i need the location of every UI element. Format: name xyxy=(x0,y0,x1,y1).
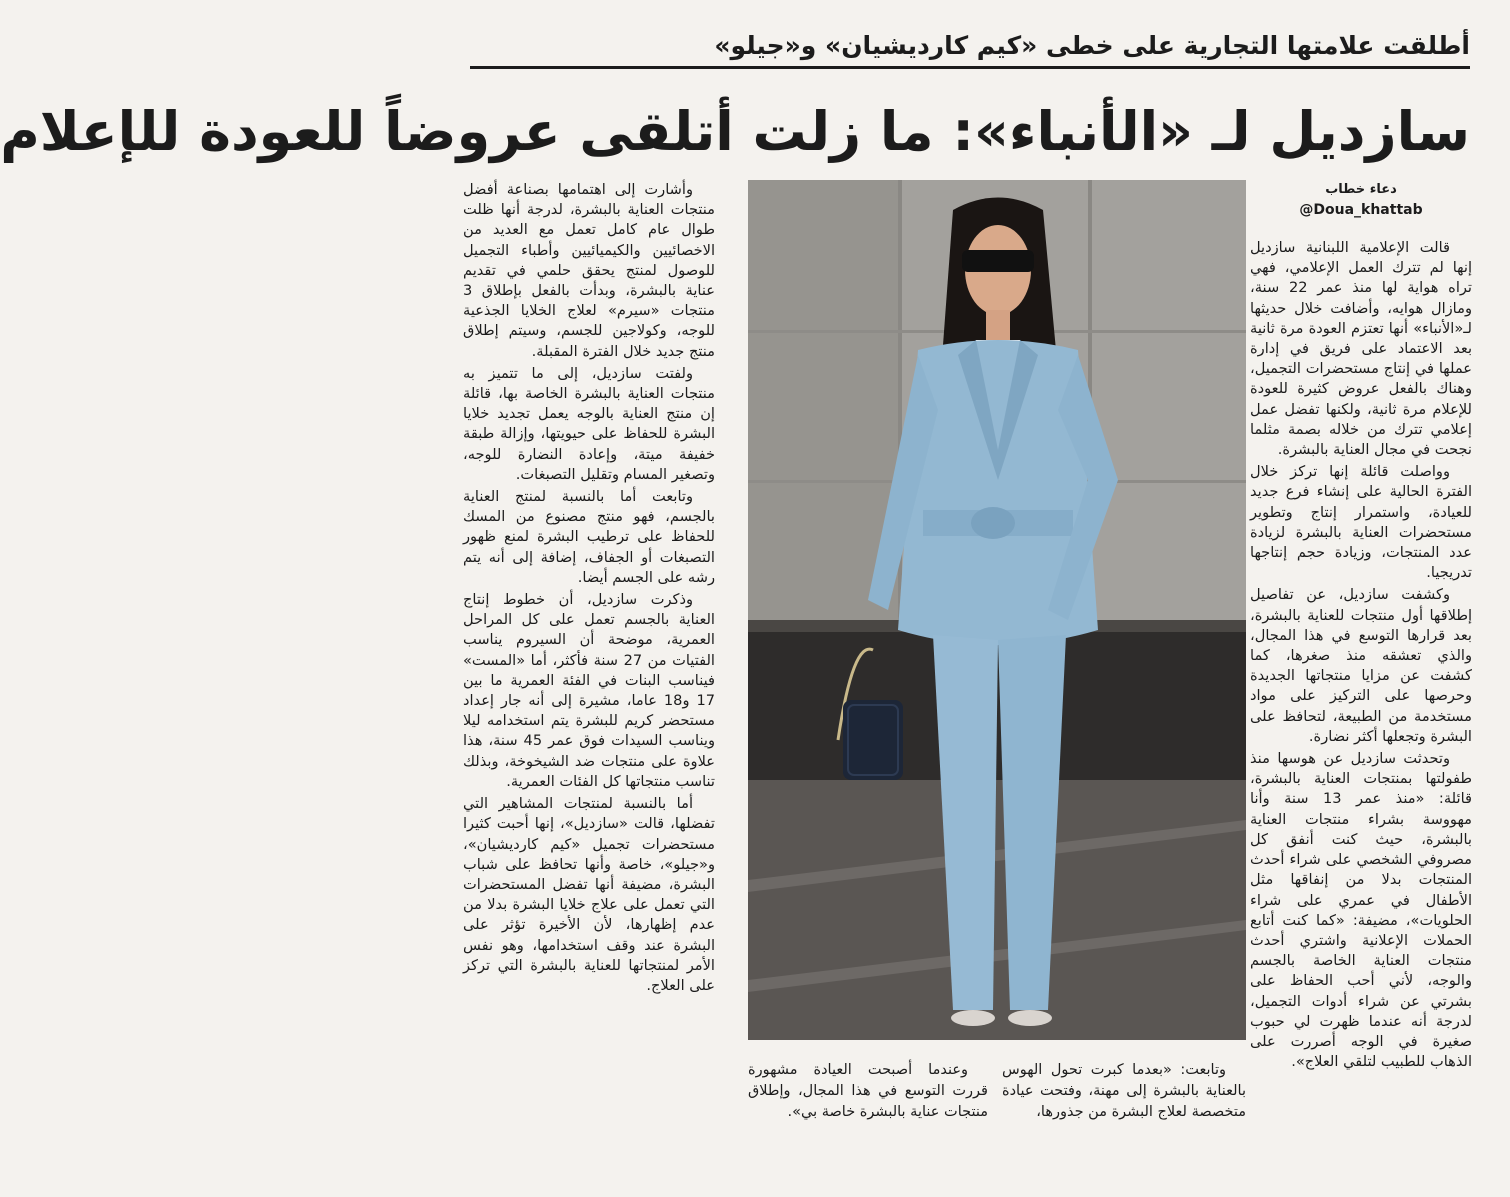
paragraph: وأشارت إلى اهتمامها بصناعة أفضل منتجات العناية بالبشرة، لدرجة أنها ظلت طوال عام كامل تعمل مع العديد من الاخصائيين والكيميائيين وأطباء التجميل للوصول لمنتج يحقق حلمي في تقديم عناية بالبشرة، وبدأت بالفعل بإطلاق 3 منتجات «سيرم» لعلاج الخلايا الجذعية للوجه، وكولاجين للجسم، وسيتم إطلاق منتج جديد خلال الفترة المقبلة. xyxy=(463,181,715,360)
photo-caption-left xyxy=(748,1060,988,1140)
paragraph: قالت الإعلامية اللبنانية سازديل إنها لم تترك العمل الإعلامي، فهي تراه هواية لها منذ عمر 22 سنة، ومازال هوايه، وأضافت خلال حديثها لـ«الأنباء» أنها تعتزم العودة مرة ثانية بعد الاعتماد على فريق في إدارة عملها في إنتاج مستحضرات التجميل، وهناك بالفعل عروض كثيرة للعودة للإعلام مرة ثانية، ولكنها تفضل عمل إعلامي تترك من خلاله بصمة مثلما نجحت في مجال العناية بالبشرة. xyxy=(1250,239,1472,459)
article-column-left xyxy=(463,180,715,1140)
caption-text: وعندما أصبحت العيادة مشهورة قررت التوسع في هذا المجال، وإطلاق منتجات عناية بالبشرة خاصة بي». xyxy=(748,1062,988,1120)
caption-text: وتابعت: «بعدما كبرت تحول الهوس بالعناية بالبشرة إلى مهنة، وفتحت عيادة متخصصة لعلاج البشرة من جذورها، xyxy=(1002,1062,1246,1120)
byline xyxy=(1250,180,1472,232)
paragraph: وتحدثت سازديل عن هوسها منذ طفولتها بمنتجات العناية بالبشرة، قائلة: «منذ عمر 13 سنة وأنا مهووسة بشراء منتجات العناية بالبشرة، حيث كنت أنفق كل مصروفي الشخصي على شراء أحدث المنتجات بدلا من إنفاقها مثل الأطفال في عمري على شراء الحلويات»، مضيفة: «كما كنت أتابع الحملات الإعلانية واشتري أحدث منتجات العناية الخاصة بالجسم والوجه، لأني أحب الحفاظ على بشرتي عن شراء أدوات التجميل، لدرجة أنه عندما ظهرت لي حبوب صغيرة في الوجه أصررت على الذهاب للطبيب لتلقي العلاج». xyxy=(1250,750,1472,1071)
main-headline: سازديل لـ «الأنباء»: ما زلت أتلقى عروضاً للعودة للإعلام xyxy=(0,100,1470,163)
author-handle[interactable]: @Doua_khattab xyxy=(1299,202,1423,218)
author-name: دعاء خطاب xyxy=(1325,182,1397,197)
woman-in-blue-suit-photo xyxy=(748,180,1246,1040)
kicker-headline: أطلقت علامتها التجارية على خطى «كيم كارديشيان» و«جيلو» xyxy=(470,26,1470,69)
paragraph: وذكرت سازديل، أن خطوط إنتاج العناية بالجسم تعمل على كل المراحل العمرية، موضحة أن السيروم يناسب الفتيات من 27 سنة فأكثر، أما «المست» فيناسب البنات في الفئة العمرية ما بين 17 و18 عاما، مشيرة إلى أنه جار إعداد مستحضر كريم للبشرة يتم استخدامه ليلا ويناسب السيدات فوق عمر 45 سنة، هذا علاوة على منتجات ضد الشيخوخة، وبذلك تناسب منتجاتها كل الفئات العمرية. xyxy=(463,591,716,790)
paragraph: وواصلت قائلة إنها تركز خلال الفترة الحالية على إنشاء فرع جديد للعيادة، واستمرار إنتاج وتطوير مستحضرات العناية بالبشرة لزيادة عدد المنتجات، وزيادة حجم إنتاجها تدريجيا. xyxy=(1250,463,1472,582)
paragraph: وتابعت أما بالنسبة لمنتج العناية بالجسم، فهو منتج مصنوع من المسك للحفاظ على ترطيب البشرة لمنع ظهور التصبغات أو الجفاف، إضافة إلى أنه يتم رشه على الجسم أيضا. xyxy=(463,488,715,586)
paragraph: ولفتت سازديل، إلى ما تتميز به منتجات العناية بالبشرة الخاصة بها، قائلة إن منتج العناية بالوجه يعمل تجديد خلايا البشرة للحفاظ على حيويتها، وإزالة طبقة خفيفة ميتة، وإعادة النضارة للوجه، وتصغير المسام وتقليل التصبغات. xyxy=(463,364,715,483)
paragraph: وكشفت سازديل، عن تفاصيل إطلاقها أول منتجات للعناية بالبشرة، بعد قرارها التوسع في هذا المجال، والذي تعشقه منذ صغرها، كما كشفت عن مزايا منتجاتها الجديدة وحرصها على التركيز على مواد مستخدمة من الطبيعة، لتحافظ على البشرة وتجعلها أكثر نضارة. xyxy=(1250,586,1472,745)
paragraph: أما بالنسبة لمنتجات المشاهير التي تفضلها، قالت «سازديل»، إنها أحبت كثيرا مستحضرات تجميل «كيم كارديشيان»، و«جيلو»، خاصة وأنها تحافظ على شباب البشرة، مضيفة أنها تفضل المستحضرات التي تعمل على علاج خلايا البشرة بدلا من عدم إظهارها، لأن الأخيرة تؤثر على البشرة عند وقف استخدامها، وهو نفس الأمر لمنتجاتها للعناية بالبشرة التي تركز على العلاج. xyxy=(463,795,715,994)
photo-caption-right xyxy=(1002,1060,1246,1140)
article-column-right xyxy=(1250,238,1472,1138)
